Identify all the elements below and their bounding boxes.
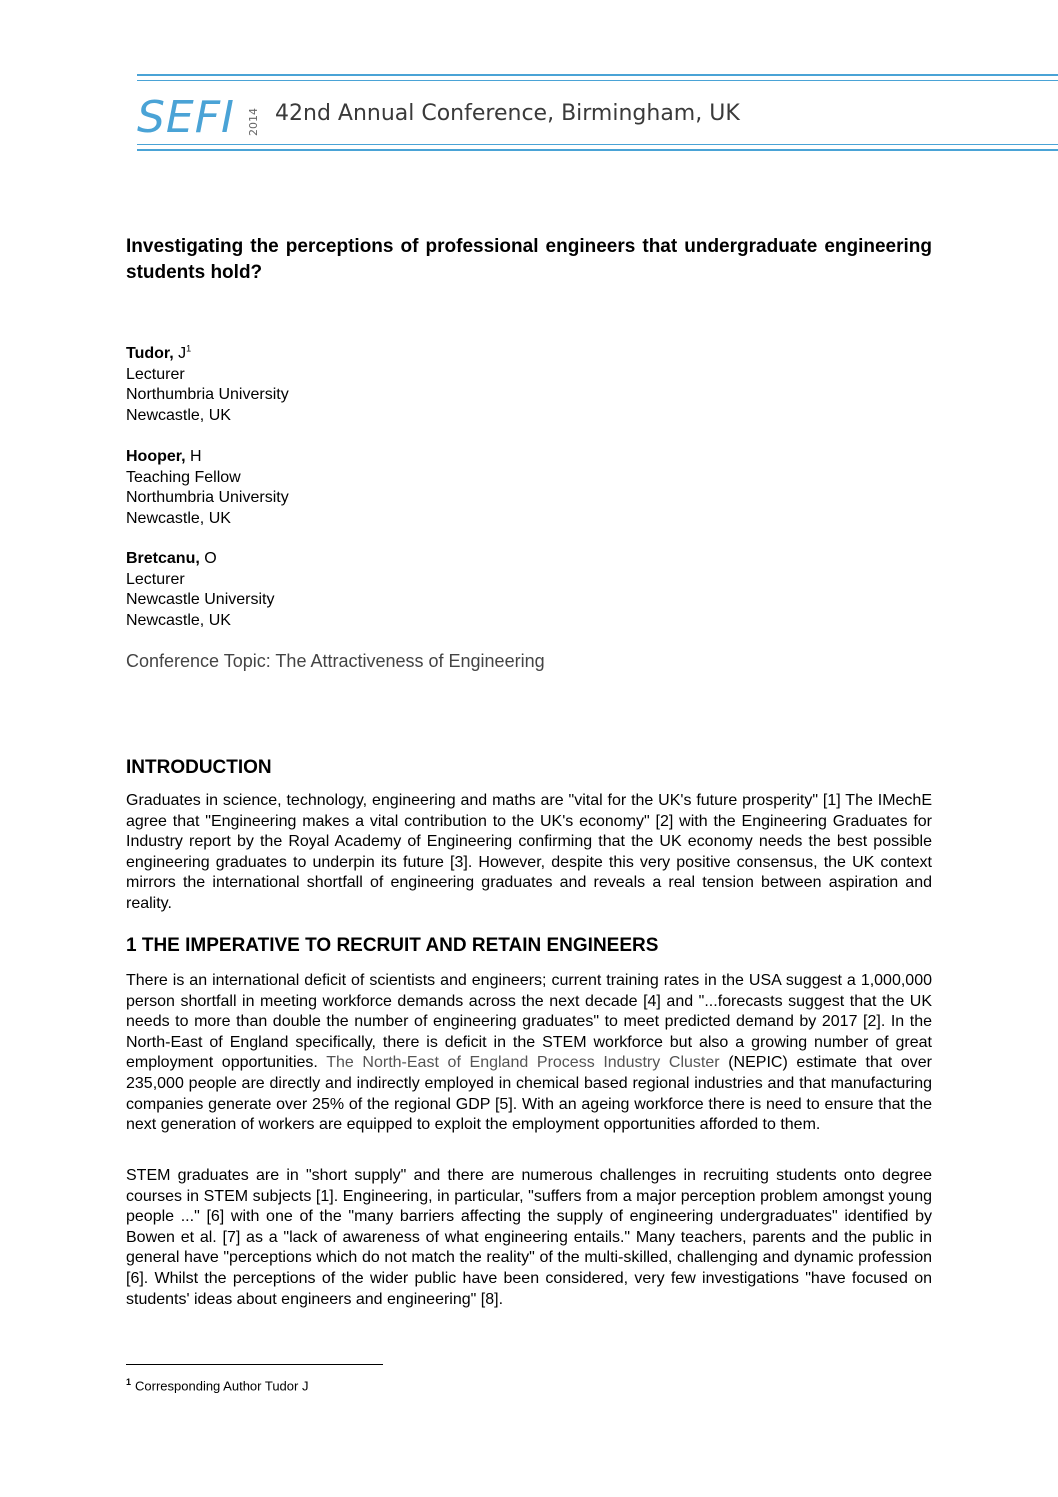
conference-topic: Conference Topic: The Attractiveness of Engineering: [126, 651, 545, 671]
footnote: [126, 1377, 308, 1393]
paper-title: Investigating the perceptions of professional engineers that undergraduate engineering students hold?: [126, 236, 932, 283]
section-1-paragraph-1: [126, 971, 932, 1136]
section-1-paragraph-2: STEM graduates are in "short supply" and there are numerous challenges in recruiting students onto degree courses in STEM subjects [1]. Engineering, in particular, "suffers from a major perception problem amongst young people ..." [6] with one of the "many barriers affecting the supply of engineering undergraduates" identified by Bowen et al. [7] as a "lack of awareness of what engineering entails." Many teachers, parents and the public in general have "perceptions which do not match the reality" of the multi-skilled, challenging and dynamic profession [6]. Whilst the perceptions of the wider public have been considered, very few investigations "have focused on students' ideas about engineers and engineering" [8].: [126, 1167, 932, 1308]
author-location: Newcastle, UK: [126, 406, 231, 424]
author-institution: Northumbria University: [126, 489, 289, 506]
section-1-heading: 1 THE IMPERATIVE TO RECRUIT AND RETAIN ENGINEERS: [126, 935, 659, 956]
introduction-heading: INTRODUCTION: [126, 757, 272, 778]
header-rule-top-inner: [137, 80, 1058, 81]
paragraph-text: (NEPIC) estimate that over 235,000 people are directly and indirectly employed in chemical based regional industries and that manufacturing companies generate over 25% of the regional GDP [5]. With an ageing workforce there is need to ensure that the next generation of workers are equipped to exploit the employment opportunities afforded to them.: [126, 1054, 932, 1134]
logo-text: SEFI: [137, 92, 236, 142]
author-block: [126, 447, 289, 529]
author-location: Newcastle, UK: [126, 611, 231, 629]
author-name: [126, 549, 274, 570]
author-name: [126, 447, 289, 468]
author-initial: J: [178, 345, 187, 362]
footnote-mark: 1: [186, 343, 192, 354]
author-surname: Tudor,: [126, 345, 174, 362]
footnote-mark: 1: [126, 1377, 132, 1387]
author-surname: Bretcanu,: [126, 550, 200, 567]
footnote-text: Corresponding Author Tudor J: [135, 1378, 309, 1394]
author-block: [126, 344, 289, 426]
header-rule-bottom-outer: [137, 149, 1058, 151]
author-surname: Hooper,: [126, 448, 186, 465]
author-initial: O: [204, 550, 217, 567]
author-role: Teaching Fellow: [126, 468, 241, 486]
author-institution: Northumbria University: [126, 386, 289, 403]
logo-year: 2014: [247, 108, 260, 136]
paragraph-text: There is an international deficit of scientists and engineers; current training rates in the USA suggest a 1,000,000 person shortfall in meeting workforce demands across the next decade [4] and "...forecasts suggest that the UK needs to more than double the number of engineering graduates" to meet predicted demand by 2017 [2]. In the North-East of England specifically, there is deficit in the STEM workforce but also a growing number of great employment opportunities.: [126, 972, 932, 1072]
author-role: Lecturer: [126, 570, 185, 588]
author-initial: H: [190, 448, 202, 465]
paragraph-text-highlight: The North-East of England Process Industry Cluster: [326, 1054, 720, 1072]
author-role: Lecturer: [126, 365, 185, 383]
author-location: Newcastle, UK: [126, 509, 231, 527]
header-rule-top: [137, 74, 1058, 76]
header-rule-bottom: [137, 144, 1058, 145]
footnote-rule: [126, 1364, 383, 1365]
sefi-logo: [137, 90, 267, 142]
introduction-paragraph: Graduates in science, technology, engineering and maths are "vital for the UK's future prosperity" [1] The IMechE agree that "Engineering makes a vital contribution to the UK's economy" [2] with the Engineering Graduates for Industry report by the Royal Academy of Engineering confirming that the UK economy needs the best possible engineering graduates to underpin its future [3]. However, despite this very positive consensus, the UK context mirrors the international shortfall of engineering graduates and reveals a real tension between aspiration and reality.: [126, 792, 932, 912]
conference-header-title: 42nd Annual Conference, Birmingham, UK: [275, 101, 740, 126]
author-block: [126, 549, 274, 631]
author-institution: Newcastle University: [126, 591, 275, 608]
author-name: [126, 344, 289, 365]
